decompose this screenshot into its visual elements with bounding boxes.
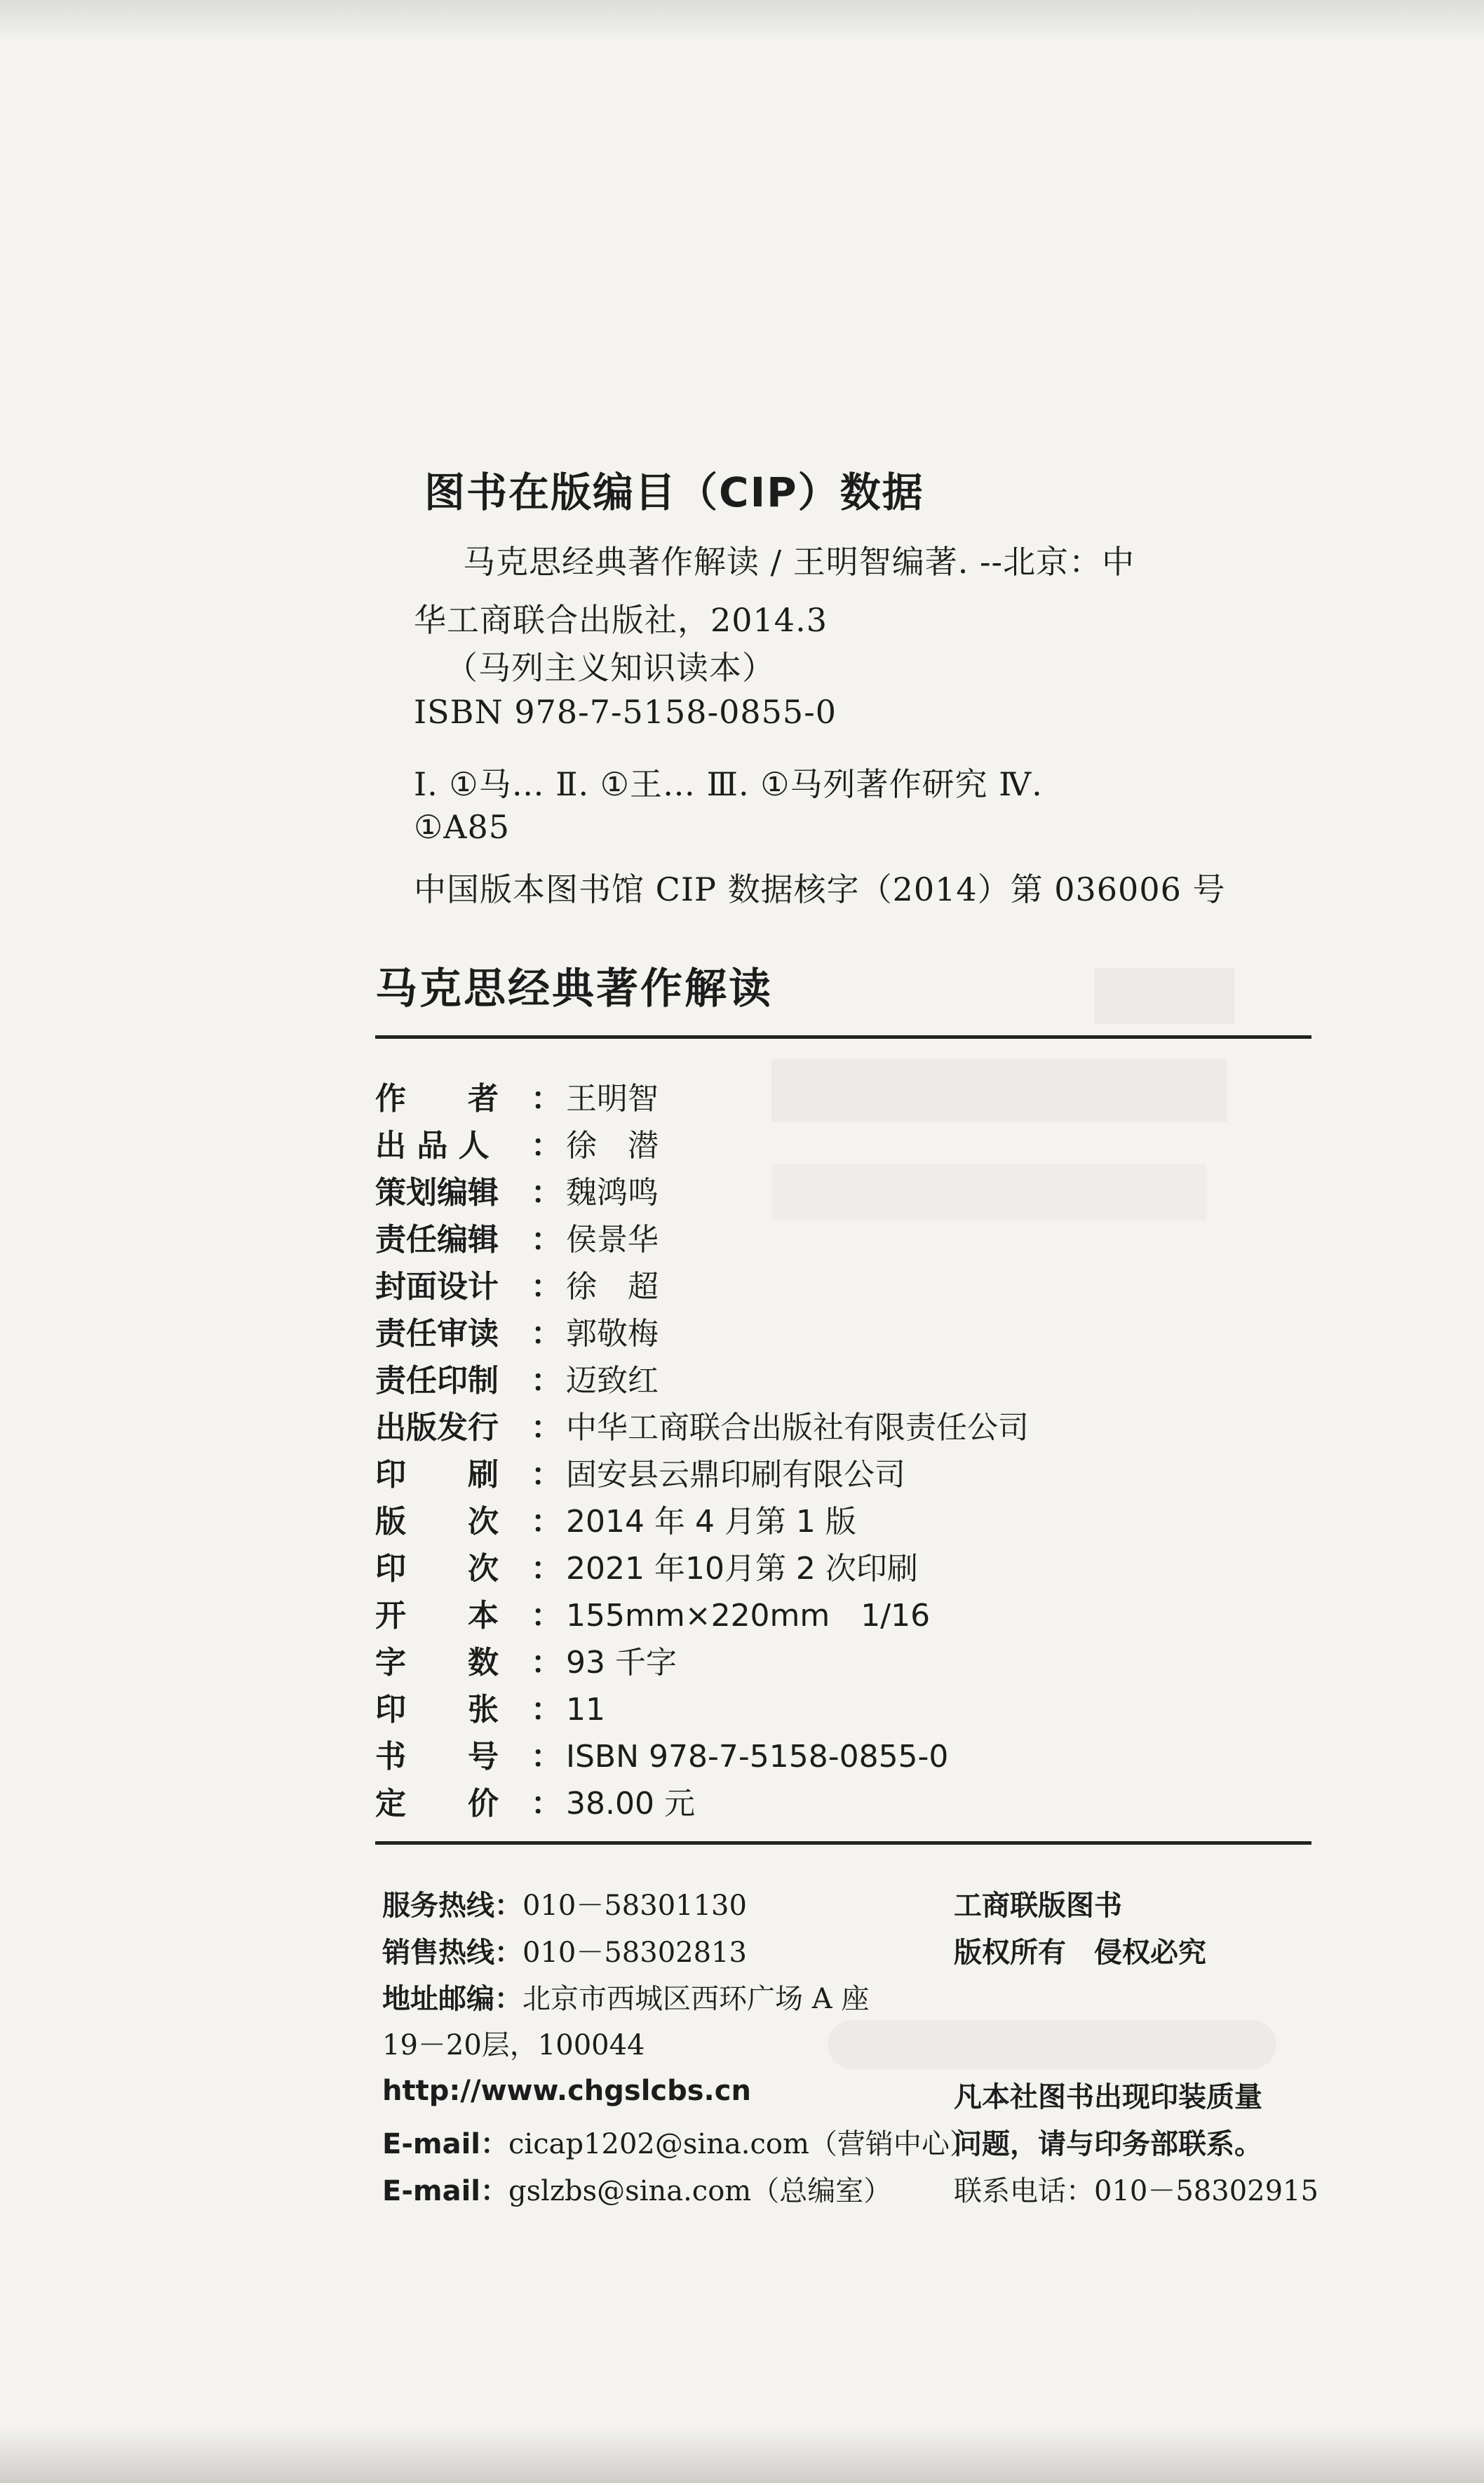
detail-value: ISBN 978-7-5158-0855-0 [566, 1739, 949, 1775]
detail-value: 93 千字 [566, 1645, 677, 1681]
bleed-through-block [771, 1059, 1227, 1122]
detail-row: 作 者 ： 王明智 [375, 1073, 659, 1117]
detail-label: 责任编辑 [375, 1222, 499, 1258]
detail-label: 字 数 [375, 1645, 499, 1681]
detail-value: 2021 年10月第 2 次印刷 [566, 1551, 918, 1587]
cip-line: ISBN 978-7-5158-0855-0 [414, 693, 837, 731]
email-editorial[interactable]: E-mail：gslzbs@sina.com（总编室） [382, 2175, 892, 2207]
sales-hotline: 销售热线：010－58302813 [382, 1937, 747, 1969]
scan-shadow-top [0, 0, 1484, 42]
detail-value: 侯景华 [566, 1222, 659, 1258]
detail-value: 魏鸿鸣 [566, 1175, 659, 1211]
service-hotline: 服务热线：010－58301130 [382, 1890, 747, 1922]
detail-label: 定 价 [375, 1786, 499, 1822]
detail-row: 开 本 ： 155mm×220mm 1/16 [375, 1590, 930, 1634]
detail-row: 封面设计 ： 徐 超 [375, 1261, 659, 1305]
book-title: 马克思经典著作解读 [375, 964, 773, 1014]
detail-label: 书 号 [375, 1739, 499, 1775]
detail-value: 38.00 元 [566, 1786, 695, 1822]
detail-value: 迈致红 [566, 1363, 659, 1399]
address-line2: 19－20层，100044 [382, 2029, 645, 2061]
scan-shadow-bottom [0, 2427, 1484, 2483]
publisher-short: 工商联版图书 [954, 1890, 1122, 1922]
detail-label: 出版发行 [375, 1410, 499, 1446]
detail-row: 印 次 ： 2021 年10月第 2 次印刷 [375, 1543, 918, 1587]
cip-heading: 图书在版编目（CIP）数据 [424, 469, 924, 516]
detail-row: 出 品 人 ： 徐 潜 [375, 1120, 659, 1164]
detail-row: 责任印制 ： 迈致红 [375, 1355, 659, 1399]
detail-value: 中华工商联合出版社有限责任公司 [566, 1410, 1029, 1446]
detail-label: 责任审读 [375, 1316, 499, 1352]
detail-value: 徐 超 [566, 1269, 659, 1305]
detail-label: 版 次 [375, 1504, 499, 1540]
detail-row: 印 张 ： 11 [375, 1684, 605, 1728]
quality-notice-line1: 凡本社图书出现印装质量 [954, 2081, 1262, 2113]
divider [375, 1841, 1311, 1845]
detail-label: 印 刷 [375, 1457, 499, 1493]
detail-value: 155mm×220mm 1/16 [566, 1598, 931, 1634]
detail-label: 封面设计 [375, 1269, 499, 1305]
detail-row: 字 数 ： 93 千字 [375, 1637, 677, 1681]
cip-line: Ⅰ. ①马… Ⅱ. ①王… Ⅲ. ①马列著作研究 Ⅳ. [414, 765, 1043, 803]
detail-value: 徐 潜 [566, 1128, 659, 1164]
detail-row: 责任编辑 ： 侯景华 [375, 1214, 659, 1258]
detail-label: 责任印制 [375, 1363, 499, 1399]
detail-row: 定 价 ： 38.00 元 [375, 1778, 695, 1822]
detail-row: 责任审读 ： 郭敬梅 [375, 1308, 659, 1352]
cip-line: ①A85 [414, 808, 510, 846]
detail-label: 印 次 [375, 1551, 499, 1587]
address: 地址邮编：北京市西城区西环广场 A 座 [382, 1983, 870, 2015]
detail-row: 印 刷 ： 固安县云鼎印刷有限公司 [375, 1449, 905, 1493]
detail-label: 作 者 [375, 1081, 499, 1117]
contact-phone: 联系电话：010－58302915 [954, 2175, 1318, 2207]
detail-label: 开 本 [375, 1598, 499, 1634]
divider [375, 1035, 1311, 1039]
detail-value: 2014 年 4 月第 1 版 [566, 1504, 856, 1540]
detail-label: 出 品 人 [375, 1128, 490, 1164]
detail-value: 11 [566, 1692, 605, 1728]
detail-value: 固安县云鼎印刷有限公司 [566, 1457, 905, 1493]
bleed-through-stamp [828, 2020, 1276, 2069]
bleed-through-block [771, 1164, 1206, 1220]
cip-line: （马列主义知识读本） [445, 649, 775, 687]
cip-line: 华工商联合出版社，2014.3 [414, 601, 828, 639]
detail-row: 版 次 ： 2014 年 4 月第 1 版 [375, 1496, 856, 1540]
website-link[interactable]: http://www.chgslcbs.cn [382, 2075, 751, 2107]
detail-label: 印 张 [375, 1692, 499, 1728]
cip-line: 中国版本图书馆 CIP 数据核字（2014）第 036006 号 [414, 870, 1226, 908]
email-marketing[interactable]: E-mail：cicap1202@sina.com（营销中心） [382, 2128, 978, 2160]
detail-value: 郭敬梅 [566, 1316, 659, 1352]
detail-value: 王明智 [566, 1081, 659, 1117]
detail-label: 策划编辑 [375, 1175, 499, 1211]
detail-row: 出版发行 ： 中华工商联合出版社有限责任公司 [375, 1402, 1029, 1446]
bleed-through-block [1094, 968, 1234, 1024]
rights-notice: 版权所有 侵权必究 [954, 1937, 1206, 1969]
detail-row: 书 号 ： ISBN 978-7-5158-0855-0 [375, 1731, 948, 1775]
quality-notice-line2: 问题，请与印务部联系。 [954, 2128, 1262, 2160]
detail-row: 策划编辑 ： 魏鸿鸣 [375, 1167, 659, 1211]
cip-line: 马克思经典著作解读 / 王明智编著. --北京：中 [463, 543, 1135, 581]
